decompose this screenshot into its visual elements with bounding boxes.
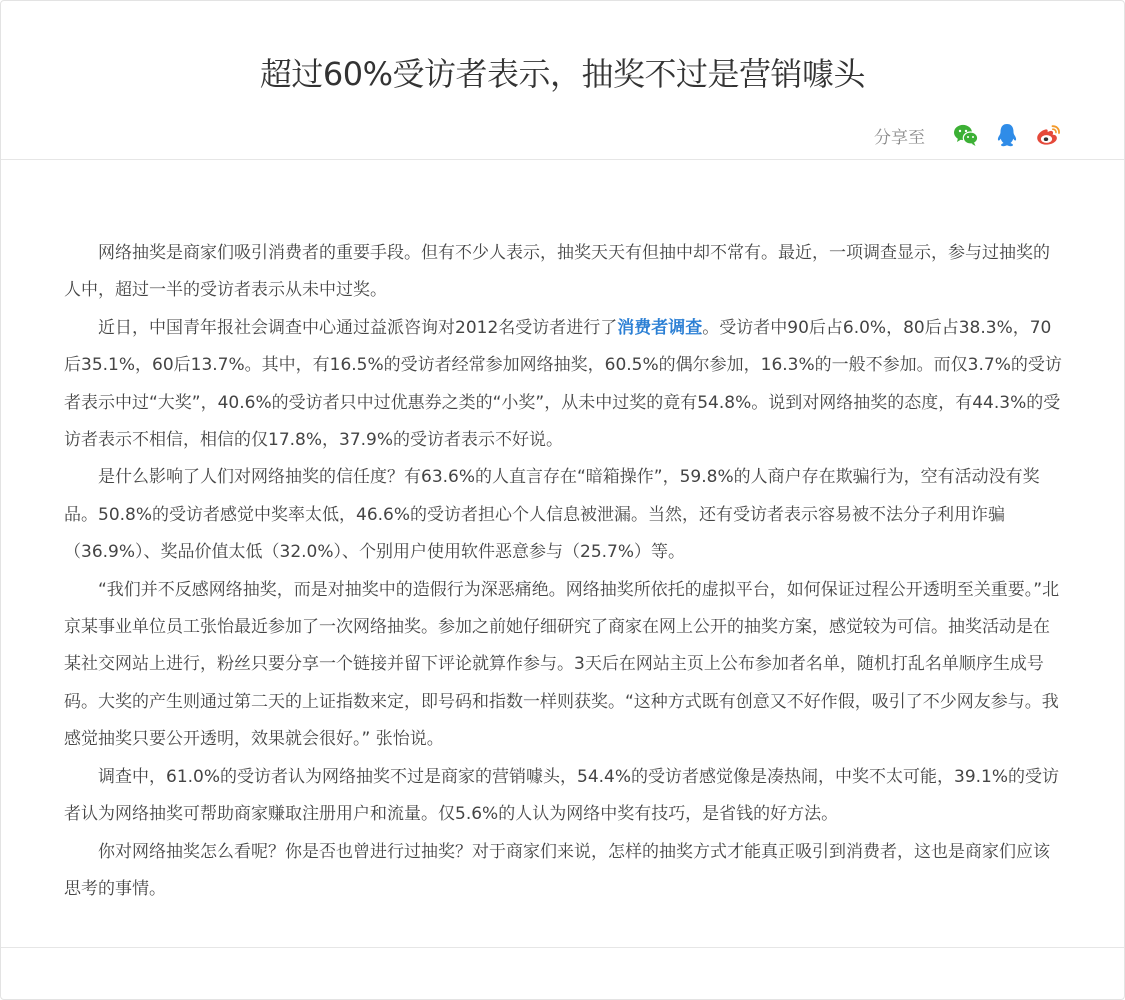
paragraph-5: 调查中，61.0%的受访者认为网络抽奖不过是商家的营销噱头，54.4%的受访者感觉像是凑热闹，中奖不太可能，39.1%的受访者认为网络抽奖可帮助商家赚取注册用户和流量。仅5.6%的人认为网络中奖有技巧，是省钱的好方法。	[64, 766, 1060, 825]
paragraph-1: 网络抽奖是商家们吸引消费者的重要手段。但有不少人表示，抽奖天天有但抽中却不常有。最近，一项调查显示，参与过抽奖的人中，超过一半的受访者表示从未中过奖。	[64, 243, 1050, 301]
wechat-icon[interactable]	[952, 121, 980, 149]
article-body	[64, 235, 1064, 908]
share-bar	[874, 119, 1062, 151]
qq-icon[interactable]	[993, 121, 1021, 149]
paragraph-2-text-after: 。受访者中90后占6.0%，80后占38.3%，70后35.1%，60后13.7%。其中，有16.5%的受访者经常参加网络抽奖，60.5%的偶尔参加，16.3%的一般不参加。而仅3.7%的受访者表示中过“大奖”，40.6%的受访者只中过优惠券之类的“小奖”，从未中过奖的竟有54.8%。说到对网络抽奖的态度，有44.3%的受访者表示不相信，相信的仅17.8%，37.9%的受访者表示不好说。	[64, 317, 1062, 451]
consumer-survey-link[interactable]: 消费者调查	[617, 317, 703, 338]
footer-divider	[1, 947, 1124, 948]
paragraph-2-text-before: 近日，中国青年报社会调查中心通过益派咨询对2012名受访者进行了	[98, 317, 618, 338]
article-title: 超过60%受访者表示，抽奖不过是营销噱头	[259, 55, 866, 93]
paragraph-4: “我们并不反感网络抽奖，而是对抽奖中的造假行为深恶痛绝。网络抽奖所依托的虚拟平台，如何保证过程公开透明至关重要。”北京某事业单位员工张怡最近参加了一次网络抽奖。参加之前她仔细研究了商家在网上公开的抽奖方案，感觉较为可信。抽奖活动是在某社交网站上进行，粉丝只要分享一个链接并留下评论就算作参与。3天后在网站主页上公布参加者名单，随机打乱名单顺序生成号码。大奖的产生则通过第二天的上证指数来定，即号码和指数一样则获奖。“这种方式既有创意又不好作假，吸引了不少网友参与。我感觉抽奖只要公开透明，效果就会很好。” 张怡说。	[64, 579, 1060, 750]
weibo-icon[interactable]	[1034, 121, 1062, 149]
article-header	[1, 1, 1124, 160]
paragraph-3: 是什么影响了人们对网络抽奖的信任度？有63.6%的人直言存在“暗箱操作”，59.8%的人商户存在欺骗行为，空有活动没有奖品。50.8%的受访者感觉中奖率太低，46.6%的受访者担心个人信息被泄漏。当然，还有受访者表示容易被不法分子利用诈骗（36.9%）、奖品价值太低（32.0%）、个别用户使用软件恶意参与（25.7%）等。	[64, 467, 1040, 563]
paragraph-2	[64, 310, 1064, 460]
share-label: 分享至	[874, 127, 925, 148]
paragraph-6: 你对网络抽奖怎么看呢？你是否也曾进行过抽奖？对于商家们来说，怎样的抽奖方式才能真正吸引到消费者，这也是商家们应该思考的事情。	[64, 841, 1050, 899]
